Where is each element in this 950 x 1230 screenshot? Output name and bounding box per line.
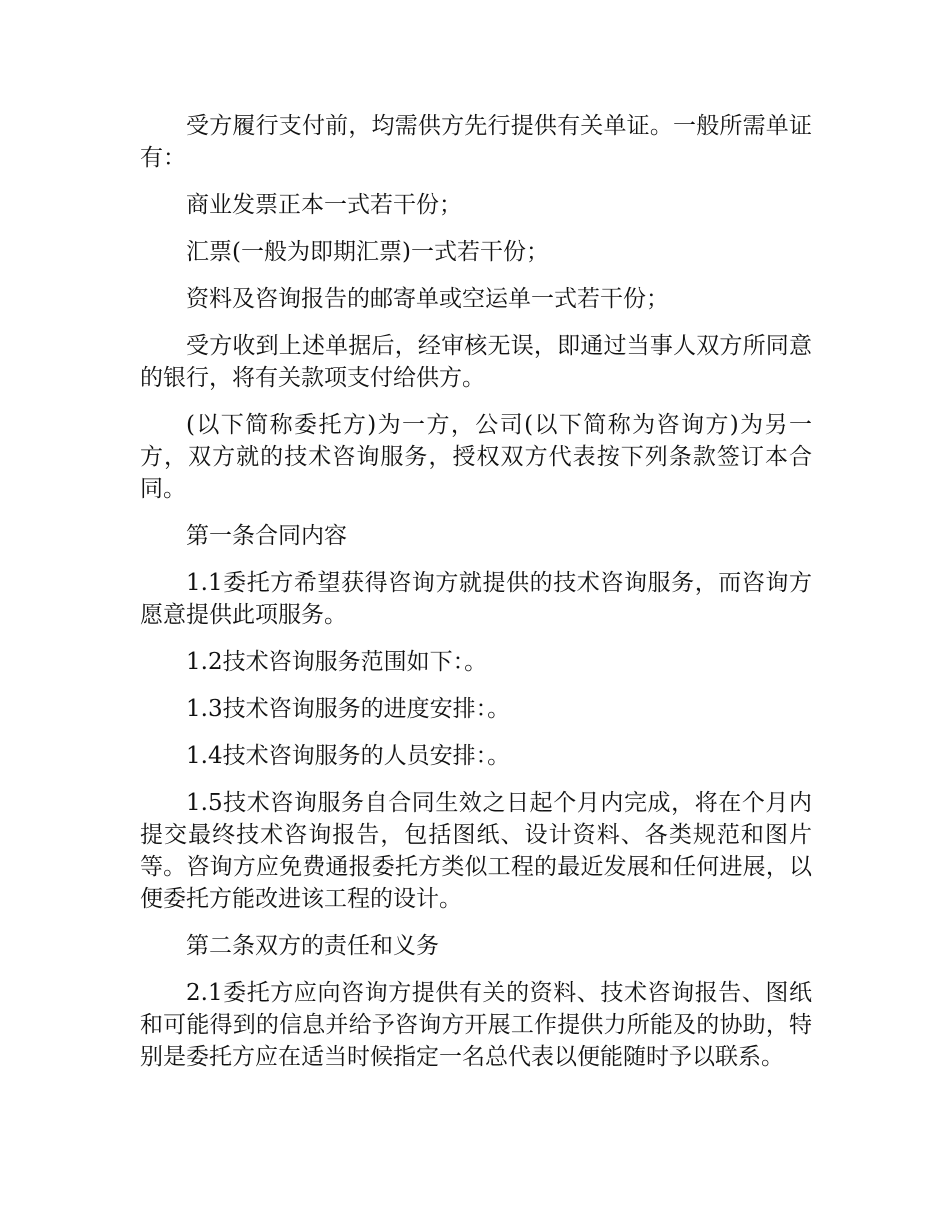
clause-1-3: 1.3技术咨询服务的进度安排：。	[186, 696, 511, 722]
paragraph-payment-process: 受方收到上述单据后，经审核无误，即通过当事人双方所同意的银行，将有关款项支付给供方。	[140, 333, 812, 391]
paragraph-mailing-receipt: 资料及咨询报告的邮寄单或空运单一式若干份；	[186, 286, 669, 312]
clause-2-1: 2.1委托方应向咨询方提供有关的资料、技术咨询报告、图纸和可能得到的信息并给予咨询方开展工作提供力所能及的协助，特别是委托方应在适当时候指定一名总代表以便能随时予以联系。	[140, 980, 812, 1070]
section-heading-1: 第一条合同内容	[186, 523, 347, 549]
clause-1-2: 1.2技术咨询服务范围如下：。	[186, 649, 488, 675]
paragraph-payment-documents: 受方履行支付前，均需供方先行提供有关单证。一般所需单证有：	[140, 113, 812, 171]
paragraph-parties: (以下简称委托方)为一方，公司(以下简称为咨询方)为另一方，双方就的技术咨询服务，授权双方代表按下列条款签订本合同。	[140, 412, 812, 502]
paragraph-commercial-invoice: 商业发票正本一式若干份；	[186, 192, 462, 218]
clause-1-1: 1.1委托方希望获得咨询方就提供的技术咨询服务，而咨询方愿意提供此项服务。	[140, 570, 812, 628]
section-heading-2: 第二条双方的责任和义务	[186, 933, 439, 959]
document-body	[140, 110, 812, 1088]
paragraph-draft: 汇票(一般为即期汇票)一式若干份；	[186, 239, 549, 265]
clause-1-4: 1.4技术咨询服务的人员安排：。	[186, 743, 511, 769]
clause-1-5: 1.5技术咨询服务自合同生效之日起个月内完成，将在个月内提交最终技术咨询报告，包括图纸、设计资料、各类规范和图片等。咨询方应免费通报委托方类似工程的最近发展和任何进展，以便委托方能改进该工程的设计。	[140, 790, 812, 912]
